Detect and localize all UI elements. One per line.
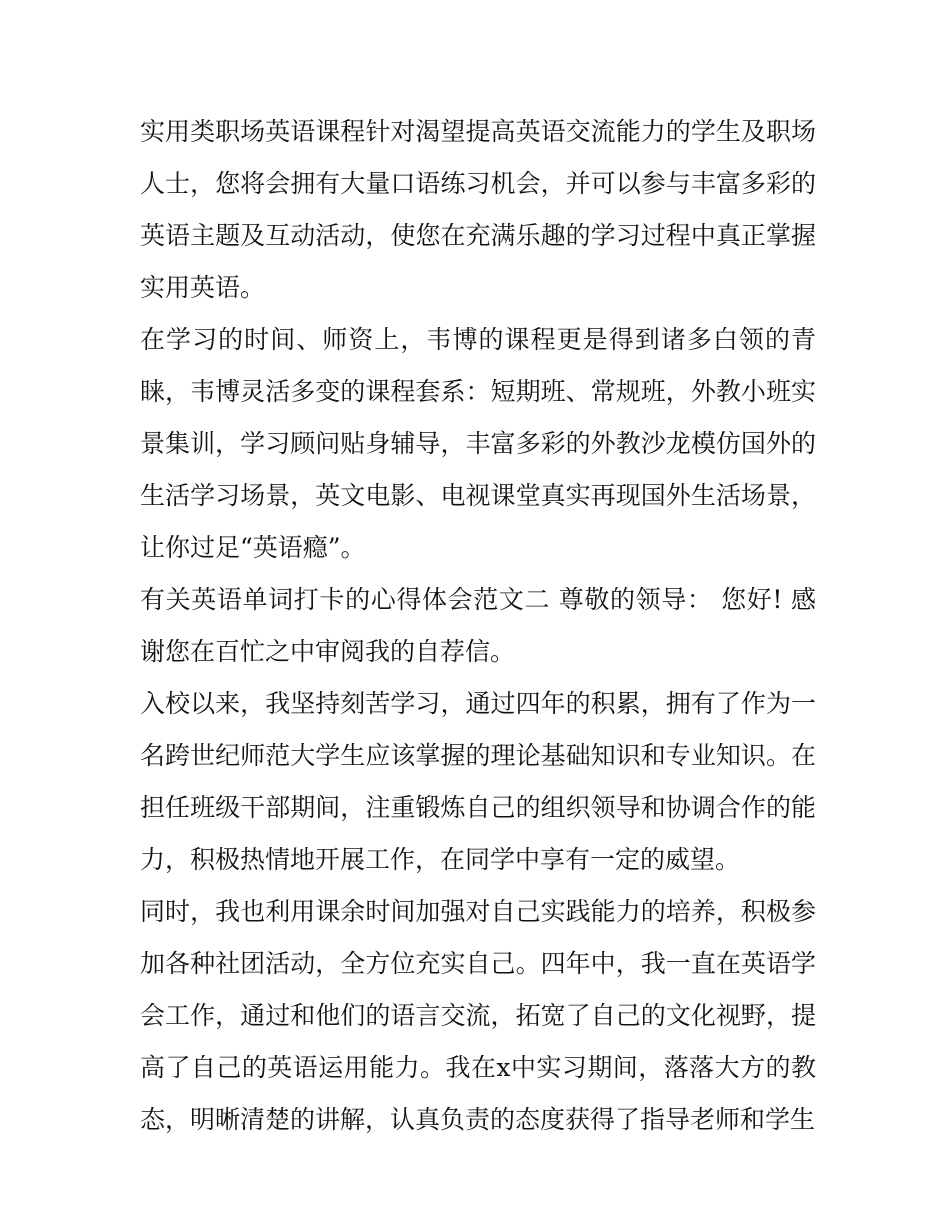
paragraph-course-intro: 实用类职场英语课程针对渴望提高英语交流能力的学生及职场人士，您将会拥有大量口语练习机会，并可以参与丰富多彩的英语主题及互动活动，使您在充满乐趣的学习过程中真正掌握实用英语。 [140, 117, 816, 302]
document-body [140, 106, 816, 1146]
paragraph-letter-opening: 有关英语单词打卡的心得体会范文二 尊敬的领导： 您好! 感谢您在百忙之中审阅我的自荐信。 [140, 585, 816, 666]
paragraph-practice-experience: 同时，我也利用课余时间加强对自己实践能力的培养，积极参加各种社团活动，全方位充实自己。四年中，我一直在英语学会工作，通过和他们的语言交流，拓宽了自己的文化视野，提高了自己的英语运用能力。我在x中实习期间，落落大方的教态，明晰清楚的讲解，认真负责的态度获得了指导老师和学生 [140, 897, 816, 1134]
paragraph-study-experience: 入校以来，我坚持刻苦学习，通过四年的积累，拥有了作为一名跨世纪师范大学生应该掌握的理论基础知识和专业知识。在担任班级干部期间，注重锻炼自己的组织领导和协调合作的能力，积极热情地开展工作，在同学中享有一定的威望。 [140, 689, 816, 874]
paragraph-course-system: 在学习的时间、师资上，韦博的课程更是得到诸多白领的青睐，韦博灵活多变的课程套系：短期班、常规班，外教小班实景集训，学习顾问贴身辅导，丰富多彩的外教沙龙模仿国外的生活学习场景，英文电影、电视课堂真实再现国外生活场景，让你过足“英语瘾”。 [140, 325, 816, 562]
